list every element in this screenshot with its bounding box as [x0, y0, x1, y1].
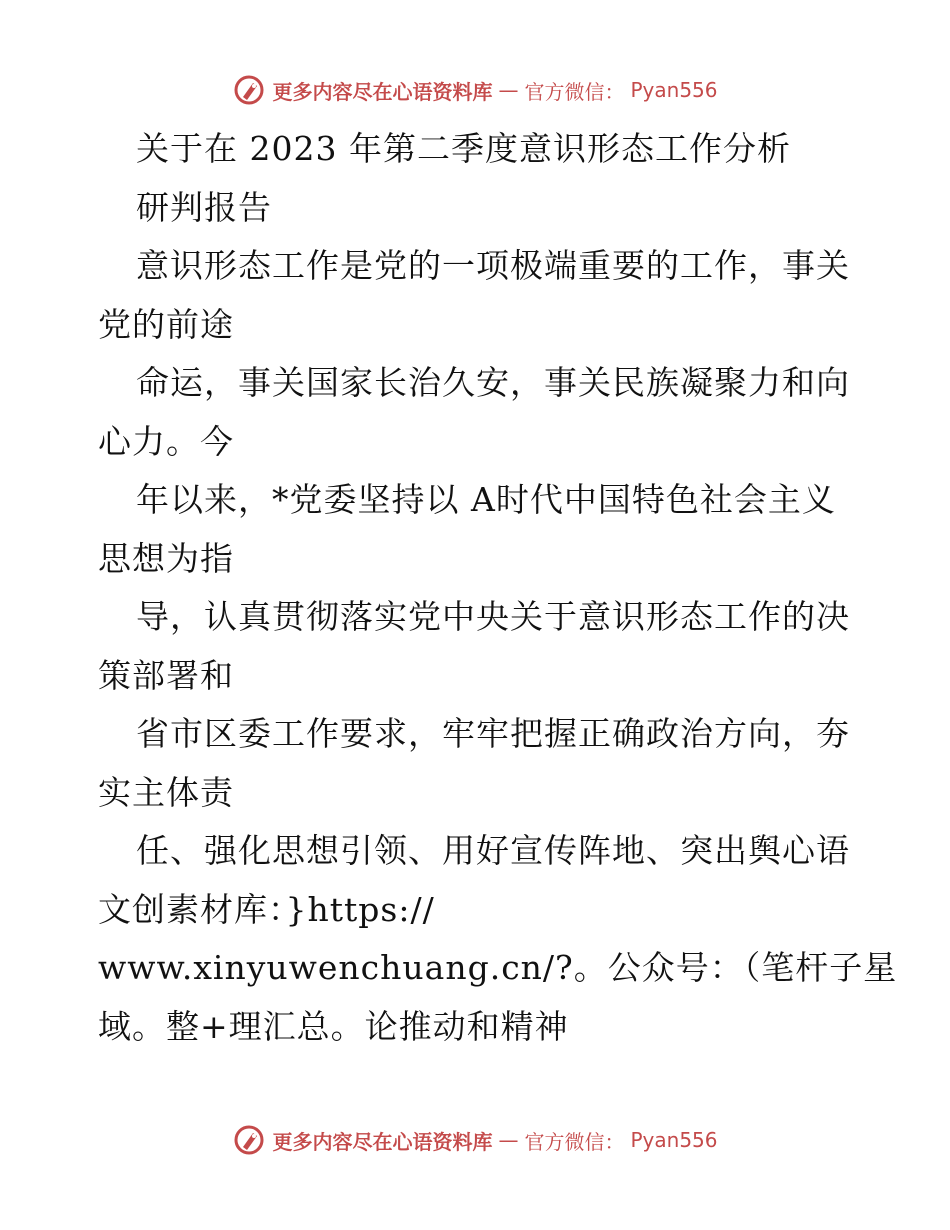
paragraph-line: 策部署和 — [98, 655, 234, 695]
watermark-dash: — — [498, 78, 519, 102]
watermark-dash: — — [498, 1128, 519, 1152]
paragraph-line: 实主体责 — [98, 772, 234, 812]
title-line-2: 研判报告 — [136, 187, 272, 227]
pen-nib-logo-icon — [232, 1123, 266, 1157]
paragraph-line: 党的前途 — [98, 304, 234, 344]
pen-nib-logo-icon — [232, 73, 266, 107]
header-watermark — [0, 70, 950, 110]
paragraph-line: 导，认真贯彻落实党中央关于意识形态工作的决 — [136, 597, 850, 636]
watermark-wechat-id: Pyan556 — [630, 78, 718, 102]
paragraph-line: 心力。今 — [98, 421, 234, 461]
document-body — [98, 120, 898, 1056]
watermark-label: 官方微信： — [524, 1129, 625, 1154]
paragraph-line: 思想为指 — [98, 538, 234, 578]
paragraph-line: 意识形态工作是党的一项极端重要的工作，事关 — [136, 246, 850, 285]
footer-watermark — [0, 1120, 950, 1160]
paragraph-line: www.xinyuwenchuang.cn/?。公众号：（笔杆子星 — [98, 948, 898, 987]
paragraph-line: 年以来，*党委坚持以 A时代中国特色社会主义 — [136, 480, 836, 519]
paragraph-line: 文创素材库：}https:// — [98, 889, 435, 929]
paragraph-line: 任、强化思想引领、用好宣传阵地、突出舆心语 — [136, 831, 850, 870]
paragraph-line: 命运，事关国家长治久安，事关民族凝聚力和向 — [136, 363, 850, 402]
watermark-wechat-id: Pyan556 — [630, 1128, 718, 1152]
paragraph-line: 省市区委工作要求，牢牢把握正确政治方向，夯 — [136, 714, 850, 753]
title-line-1: 关于在 2023 年第二季度意识形态工作分析 — [136, 129, 791, 168]
paragraph-line: 域。整+理汇总。论推动和精神 — [98, 1006, 569, 1046]
watermark-site-text: 更多内容尽在心语资料库 — [272, 79, 493, 104]
watermark-label: 官方微信： — [524, 79, 625, 104]
watermark-site-text: 更多内容尽在心语资料库 — [272, 1129, 493, 1154]
